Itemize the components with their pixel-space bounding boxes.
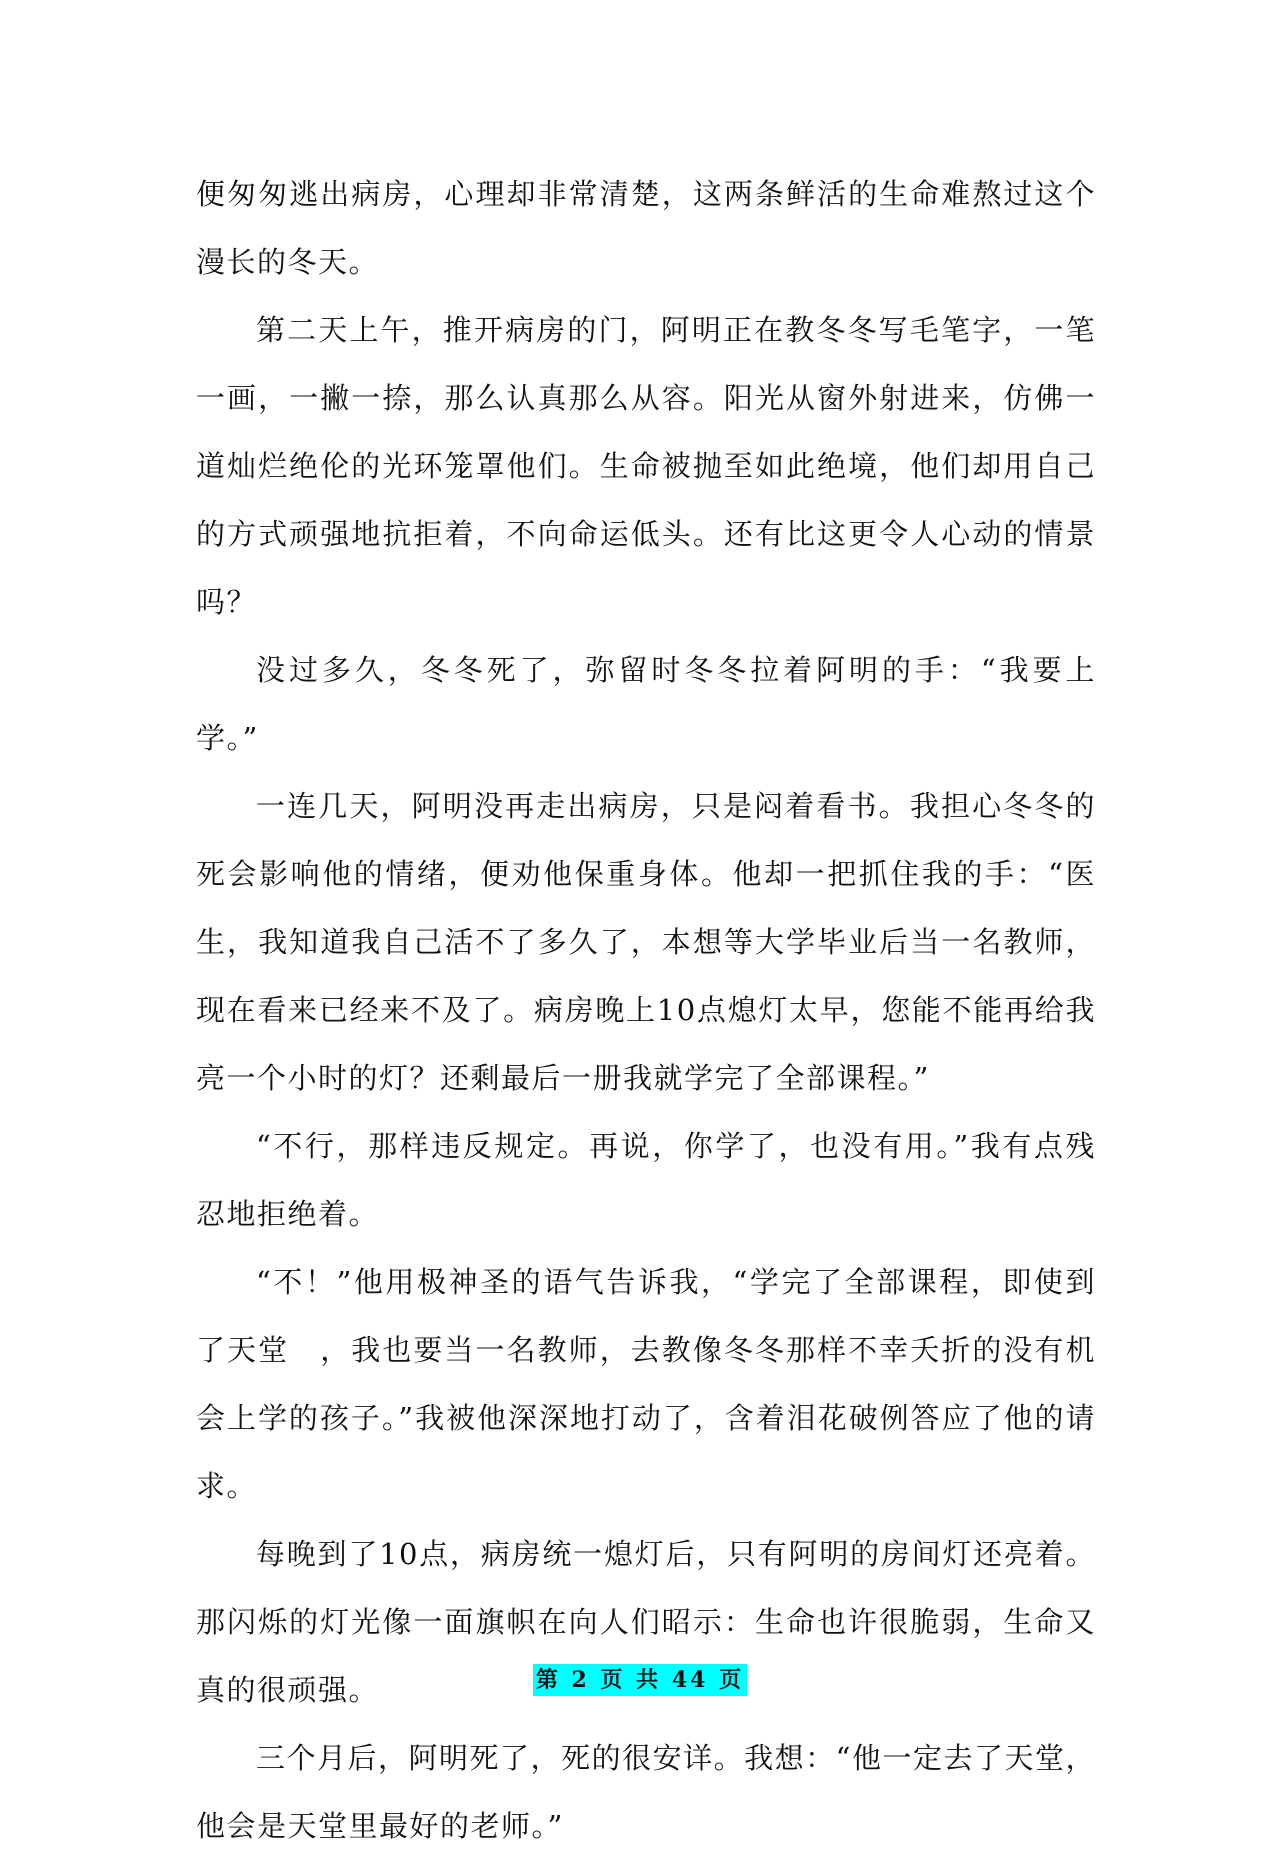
paragraph: “不！”他用极神圣的语气告诉我，“学完了全部课程，即使到了天堂 ，我也要当一名教师，去教像冬冬那样不幸夭折的没有机会上学的孩子。”我被他深深地打动了，含着泪花破例答应了他的请求。 bbox=[196, 1265, 1096, 1503]
paragraph: 没过多久，冬冬死了，弥留时冬冬拉着阿明的手：“我要上学。” bbox=[196, 653, 1096, 755]
page-footer bbox=[0, 1664, 1280, 1696]
paragraph: 第二天上午，推开病房的门，阿明正在教冬冬写毛笔字，一笔一画，一撇一捺，那么认真那么从容。阳光从窗外射进来，仿佛一道灿烂绝伦的光环笼罩他们。生命被抛至如此绝境，他们却用自己的方式顽强地抗拒着，不向命运低头。还有比这更令人心动的情景吗？ bbox=[196, 313, 1096, 619]
paragraph: 三个月后，阿明死了，死的很安详。我想：“他一定去了天堂，他会是天堂里最好的老师。” bbox=[196, 1741, 1096, 1843]
page-number: 第 2 页 共 44 页 bbox=[533, 1664, 747, 1696]
document-body bbox=[196, 160, 1096, 1860]
paragraph: 便匆匆逃出病房，心理却非常清楚，这两条鲜活的生命难熬过这个漫长的冬天。 bbox=[196, 177, 1096, 279]
paragraph: 一连几天，阿明没再走出病房，只是闷着看书。我担心冬冬的死会影响他的情绪，便劝他保重身体。他却一把抓住我的手：“医生，我知道我自己活不了多久了，本想等大学毕业后当一名教师，现在看来已经来不及了。病房晚上10点熄灯太早，您能不能再给我亮一个小时的灯？还剩最后一册我就学完了全部课程。” bbox=[196, 789, 1096, 1095]
paragraph: 每晚到了10点，病房统一熄灯后，只有阿明的房间灯还亮着。那闪烁的灯光像一面旗帜在向人们昭示：生命也许很脆弱，生命又真的很顽强。 bbox=[196, 1537, 1096, 1707]
paragraph: “不行，那样违反规定。再说，你学了，也没有用。”我有点残忍地拒绝着。 bbox=[196, 1129, 1096, 1231]
